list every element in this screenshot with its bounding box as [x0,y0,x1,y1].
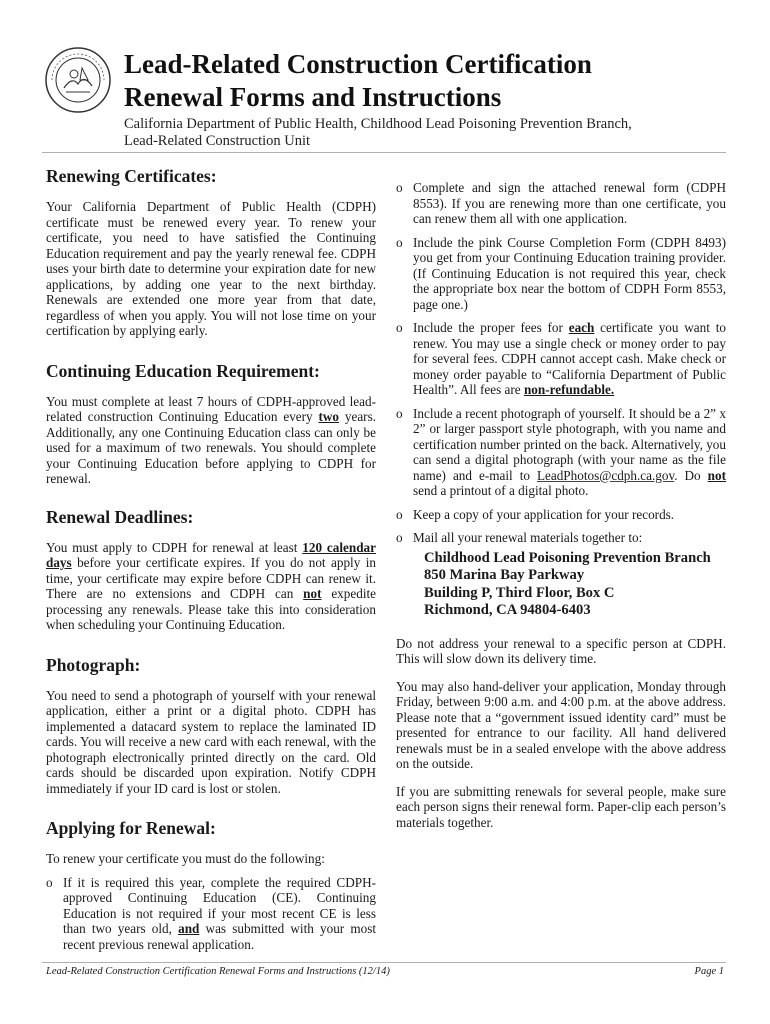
subtitle-line-1: California Department of Public Health, Childhood Lead Poisoning Prevention Branch, [124,116,632,132]
state-seal-icon [44,46,112,114]
subtitle-line-2: Lead-Related Construction Unit [124,133,311,149]
list-item: o Include the pink Course Completion Form (CDPH 8493) you get from your Continuing Education training provider. (If Continuing Education is not required this year, check the appropriate box near the bottom of CDPH Form 8553, page one.) [396,235,726,313]
address-line-2: 850 Marina Bay Parkway [424,567,585,583]
photograph-heading: Photograph: [46,654,141,675]
multiple-renewals-note: If you are submitting renewals for several people, make sure each person signs their renewal form. Paper-clip each person’s materials together. [396,783,726,830]
list-item: o If it is required this year, complete the required CDPH-approved Continuing Education (CE). Continuing Education is not required if your most recent CE is less than two years old, and was submitted with your most recent previous renewal application. [46,875,376,953]
photograph-body: You need to send a photograph of yourself with your renewal application, either a print or a digital photo. CDPH has implemented a datacard system to replace the laminated ID cards. You will receive a new card with each renewal, with the photograph electronically printed directly on the card. Old cards should be discarded upon expiration. Notify CDPH immediately if your ID card is lost or stolen. [46,687,376,796]
applying-heading: Applying for Renewal: [46,818,216,838]
address-line-4: Richmond, CA 94804-6403 [424,602,591,618]
list-item: o Mail all your renewal materials together to: [396,530,726,546]
ce-body: You must complete at least 7 hours of CDPH-approved lead-related construction Continuing Education every two years. Additionally, any one Continuing Education class can only be used for a maximum of two renewals. You should complete your Continuing Education before applying to CDPH for renewal. [46,393,377,486]
applying-list-continued [396,180,726,546]
email-link[interactable]: LeadPhotos@cdph.ca.gov [536,467,675,483]
title-line-2: Renewal Forms and Instructions [124,82,502,112]
page-number: Page 1 [694,966,724,977]
footer-title: Lead-Related Construction Certification Renewal Forms and Instructions (12/14) [46,966,390,977]
title-line-1: Lead-Related Construction Certification [124,49,592,79]
document-title [124,48,744,114]
left-column [46,166,376,960]
deadlines-body: You must apply to CDPH for renewal at least 120 calendar days before your certificate expires. If you do not apply in time, your certificate may expire before CDPH can renew it. There are no extensions and CDPH can not expedite processing any renewals. Please take this into consideration when scheduling your Continuing Education. [46,539,376,632]
renewing-body: Your California Department of Public Health (CDPH) certificate must be renewed every year. To renew your certificate, you need to have satisfied the Continuing Education requirement and pay the yearly renewal fee. CDPH uses your birth date to determine your expiration date for new applications, by adding one year to the next birthday. Renewals are extended one more year from that date, regardless of when you apply. You will not lose time on your certification by applying early. [46,199,376,338]
list-item: o Include the proper fees for each certificate you want to renew. You may use a single check or money order to pay for several fees. CDPH cannot accept cash. Make check or money order payable to “California Department of Public Health”. All fees are non-refundable. [396,320,726,398]
document-subtitle [124,116,724,150]
footer-divider [42,962,726,963]
ce-heading: Continuing Education Requirement: [46,360,320,381]
applying-list [46,875,376,953]
mailing-address [424,550,726,620]
renewing-heading: Renewing Certificates: [46,166,217,186]
deadlines-heading: Renewal Deadlines: [46,506,194,527]
hand-delivery-note: You may also hand-deliver your application, Monday through Friday, between 9:00 a.m. and 4:00 p.m. at the above address. Please note that a “government issued identity card” must be presented for entrance to our facility. All hand delivered renewals must be in a sealed envelope with the above address on the outside. [396,678,726,771]
header-divider [42,152,726,153]
address-line-3: Building P, Third Floor, Box C [424,584,615,601]
applying-intro: To renew your certificate you must do the following: [46,851,325,866]
list-item: o Complete and sign the attached renewal form (CDPH 8553). If you are renewing more than one certificate, you can renew them all with one application. [396,180,726,227]
address-line-1: Childhood Lead Poisoning Prevention Branch [424,549,711,566]
list-item: o Include a recent photograph of yourself. It should be a 2” x 2” or larger passport style photograph, with you name and certification number printed on the back. Alternatively, you can send a digital photograph (with your name as the file name) and e-mail to LeadPhotos@cdph.ca.gov. Do not send a printout of a digital photo. [396,406,726,499]
right-column [396,180,726,842]
delivery-note: Do not address your renewal to a specific person at CDPH. This will slow down its delivery time. [396,635,726,666]
list-item: o Keep a copy of your application for your records. [396,507,726,523]
